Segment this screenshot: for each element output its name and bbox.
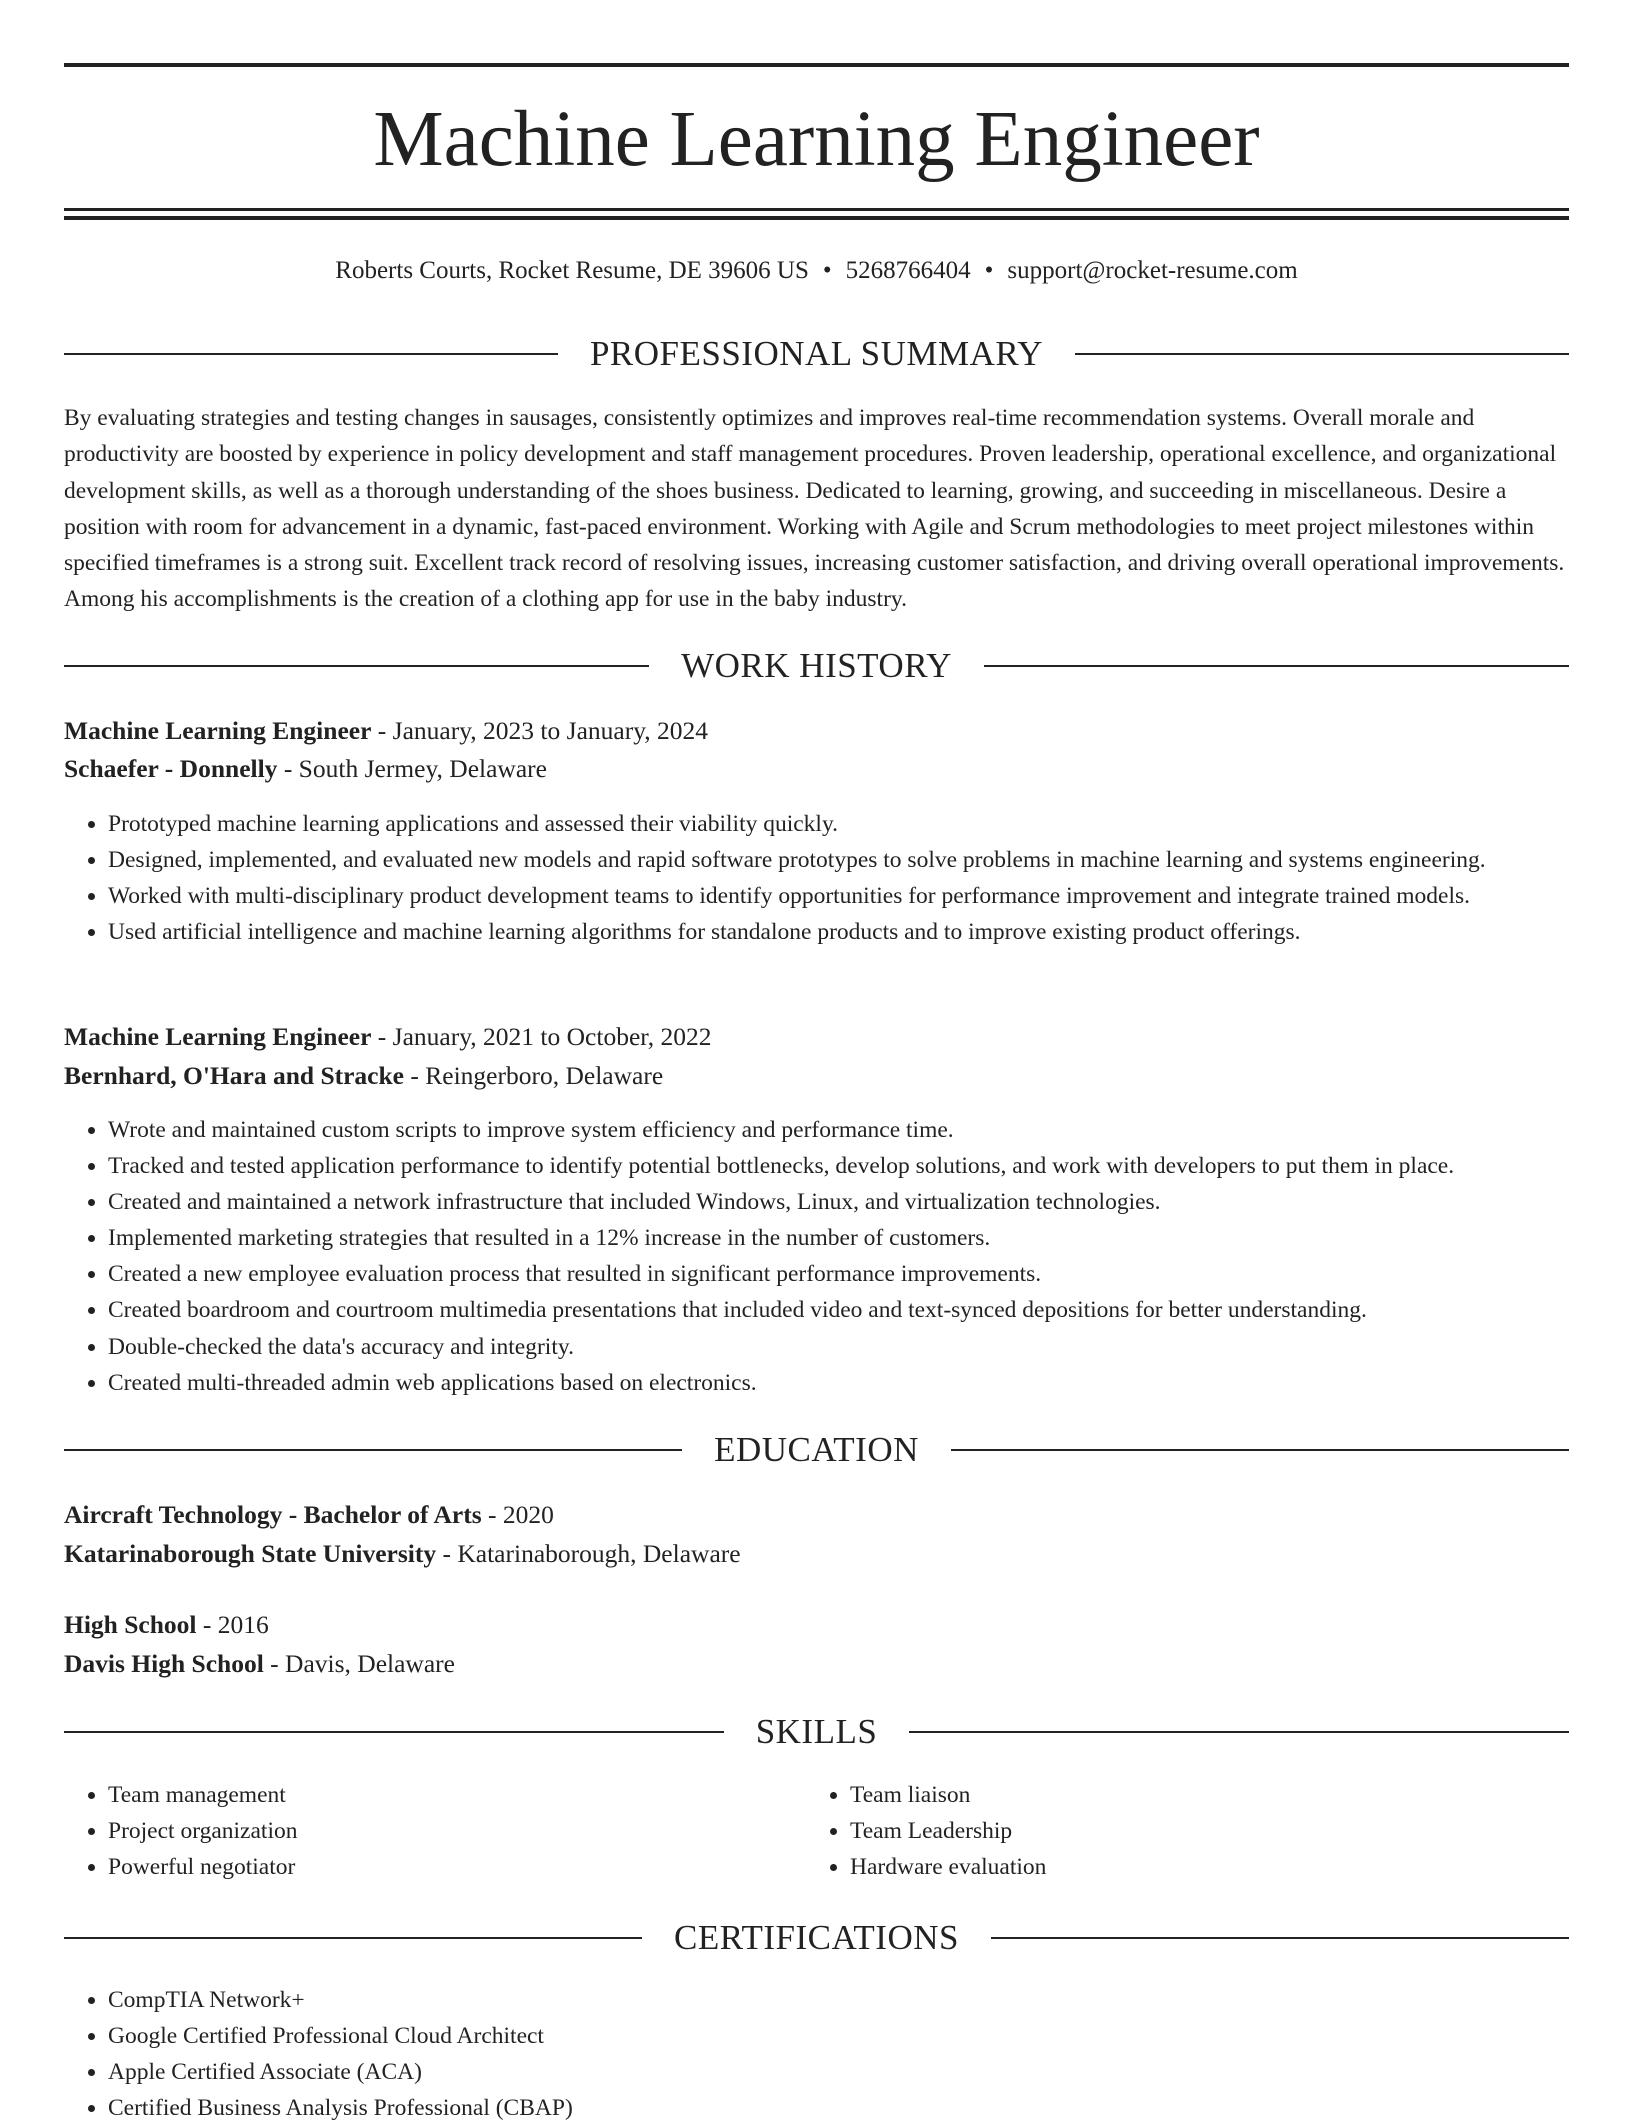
list-item: • Created a new employee evaluation process that resulted in significant performance improvements. xyxy=(108,1256,1569,1292)
section-heading-skills xyxy=(64,1710,1569,1754)
education-location: - Davis, Delaware xyxy=(263,1649,455,1678)
contact-line xyxy=(64,255,1569,287)
heading-rule xyxy=(64,665,649,667)
section-heading-summary xyxy=(64,332,1569,376)
section-heading-work xyxy=(64,644,1569,688)
list-item: • Created and maintained a network infrastructure that included Windows, Linux, and virtualization technologies. xyxy=(108,1184,1569,1220)
education-school: Davis High School xyxy=(64,1649,264,1678)
list-item: • Wrote and maintained custom scripts to improve system efficiency and performance time. xyxy=(108,1112,1569,1148)
skills-list-right xyxy=(806,1777,1530,1885)
job-title-line xyxy=(64,713,1569,749)
page-title: Machine Learning Engineer xyxy=(373,96,1260,183)
heading-rule xyxy=(64,1449,682,1451)
list-item: • Used artificial intelligence and machine learning algorithms for standalone products and to improve existing product offerings. xyxy=(108,914,1569,950)
list-item: • Google Certified Professional Cloud Architect xyxy=(108,2018,1569,2054)
job-location: - Reingerboro, Delaware xyxy=(404,1061,664,1090)
education-year: - 2016 xyxy=(196,1610,269,1639)
section-title: PROFESSIONAL SUMMARY xyxy=(589,334,1044,373)
list-item: • Double-checked the data's accuracy and integrity. xyxy=(108,1329,1569,1365)
contact-separator: • xyxy=(822,257,832,284)
heading-rule xyxy=(909,1731,1569,1733)
education-school-line xyxy=(64,1536,1569,1572)
contact-email[interactable]: support@rocket-resume.com xyxy=(1007,257,1298,284)
skills-list-left xyxy=(64,1777,788,1885)
job-bullets xyxy=(64,806,1569,950)
title-rule-upper xyxy=(64,208,1569,211)
certifications-list xyxy=(64,1982,1569,2126)
job-company-line xyxy=(64,1058,1569,1094)
education-location: - Katarinaborough, Delaware xyxy=(436,1539,741,1568)
education-degree: High School xyxy=(64,1610,197,1639)
list-item: • CompTIA Network+ xyxy=(108,1982,1569,2018)
section-title: WORK HISTORY xyxy=(681,646,952,685)
section-title: EDUCATION xyxy=(714,1430,919,1469)
job-company: Bernhard, O'Hara and Stracke xyxy=(64,1061,405,1090)
list-item: • Prototyped machine learning applications and assessed their viability quickly. xyxy=(108,806,1569,842)
list-item: • Created boardroom and courtroom multimedia presentations that included video and text-synced depositions for better understanding. xyxy=(108,1292,1569,1328)
heading-rule xyxy=(64,1731,724,1733)
list-item: • Designed, implemented, and evaluated new models and rapid software prototypes to solve problems in machine learning and systems engineering. xyxy=(108,842,1569,878)
list-item: • Team liaison xyxy=(850,1777,1530,1813)
list-item: • Worked with multi-disciplinary product development teams to identify opportunities for performance improvement and integrate trained models. xyxy=(108,878,1569,914)
contact-phone[interactable]: 5268766404 xyxy=(845,257,971,284)
job-bullets xyxy=(64,1112,1569,1401)
list-item: • Apple Certified Associate (ACA) xyxy=(108,2054,1569,2090)
list-item: • Team management xyxy=(108,1777,788,1813)
job-title: Machine Learning Engineer xyxy=(64,716,372,745)
job-dates: - January, 2021 to October, 2022 xyxy=(371,1022,712,1051)
list-item: • Created multi-threaded admin web applications based on electronics. xyxy=(108,1365,1569,1401)
list-item: • Tracked and tested application performance to identify potential bottlenecks, develop solutions, and work with developers to put them in place. xyxy=(108,1148,1569,1184)
top-rule xyxy=(64,63,1569,67)
education-school: Katarinaborough State University xyxy=(64,1539,437,1568)
section-heading-education xyxy=(64,1428,1569,1472)
education-degree-line xyxy=(64,1497,1569,1533)
heading-rule xyxy=(64,353,558,355)
job-company-line xyxy=(64,751,1569,787)
education-year: - 2020 xyxy=(481,1500,554,1529)
education-degree-line xyxy=(64,1607,1569,1643)
heading-rule xyxy=(984,665,1569,667)
heading-rule xyxy=(991,1937,1569,1939)
job-company: Schaefer - Donnelly xyxy=(64,754,278,783)
heading-rule xyxy=(64,1937,642,1939)
list-item: • Powerful negotiator xyxy=(108,1849,788,1885)
list-item: • Certified Business Analysis Professional (CBAP) xyxy=(108,2090,1569,2126)
education-degree: Aircraft Technology - Bachelor of Arts xyxy=(64,1500,482,1529)
education-school-line xyxy=(64,1646,1569,1682)
job-dates: - January, 2023 to January, 2024 xyxy=(371,716,709,745)
job-title-line xyxy=(64,1019,1569,1055)
section-title: SKILLS xyxy=(755,1712,878,1751)
heading-rule xyxy=(1075,353,1569,355)
list-item: • Implemented marketing strategies that resulted in a 12% increase in the number of customers. xyxy=(108,1220,1569,1256)
section-title: CERTIFICATIONS xyxy=(674,1918,959,1957)
job-location: - South Jermey, Delaware xyxy=(277,754,547,783)
section-heading-certifications xyxy=(64,1916,1569,1960)
list-item: • Team Leadership xyxy=(850,1813,1530,1849)
contact-separator: • xyxy=(984,257,994,284)
title-rule-lower xyxy=(64,216,1569,220)
list-item: • Project organization xyxy=(108,1813,788,1849)
job-title: Machine Learning Engineer xyxy=(64,1022,372,1051)
list-item: • Hardware evaluation xyxy=(850,1849,1530,1885)
contact-address: Roberts Courts, Rocket Resume, DE 39606 US xyxy=(335,257,809,284)
summary-paragraph: By evaluating strategies and testing changes in sausages, consistently optimizes and improves real-time recommendation systems. Overall morale and productivity are boosted by experience in policy development and staff management procedures. Proven leadership, operational excellence, and organizational development skills, as well as a thorough understanding of the shoes business. Dedicated to learning, growing, and succeeding in miscellaneous. Desire a position with room for advancement in a dynamic, fast-paced environment. Working with Agile and Scrum methodologies to meet project milestones within specified timeframes is a strong suit. Excellent track record of resolving issues, increasing customer satisfaction, and driving overall operational improvements. Among his accomplishments is the creation of a clothing app for use in the baby industry. xyxy=(64,405,1565,613)
heading-rule xyxy=(951,1449,1569,1451)
